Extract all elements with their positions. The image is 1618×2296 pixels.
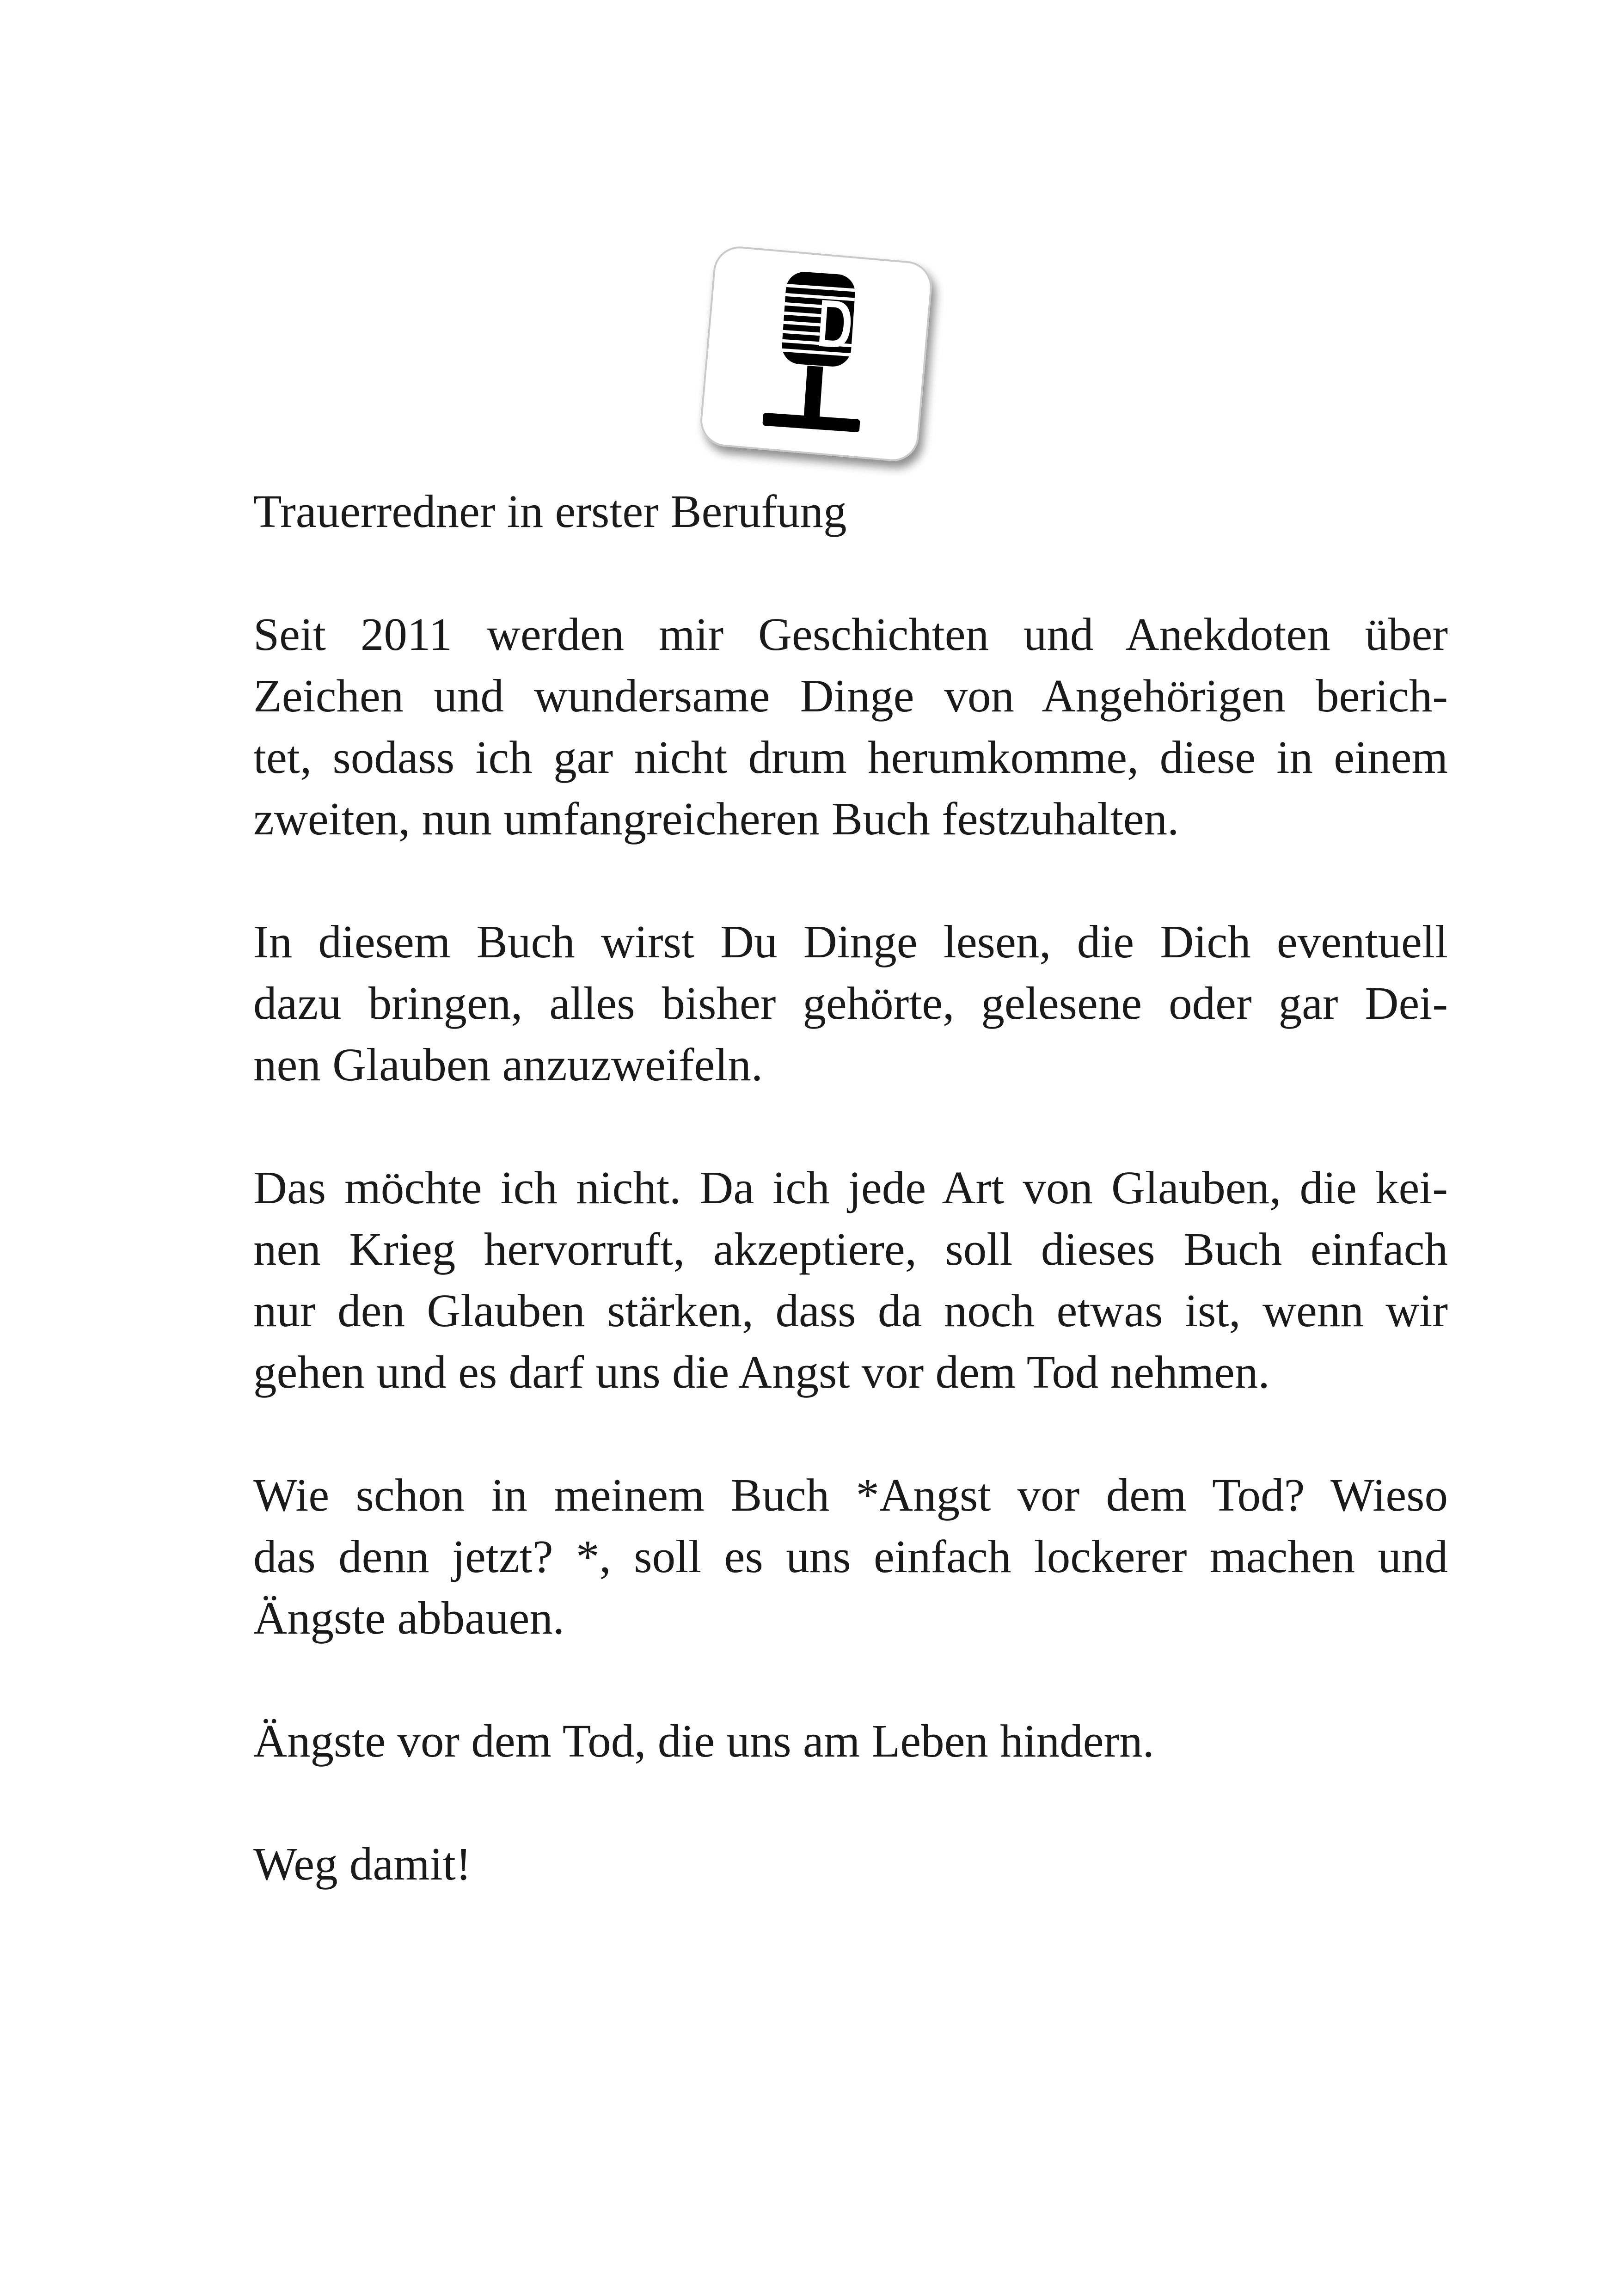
text-line: nen Glauben anzuzweifeln. bbox=[253, 1039, 763, 1090]
text-line: nen Krieg hervorruft, akzeptiere, soll dieses Buch einfach bbox=[253, 1223, 1448, 1275]
text-line: Das möchte ich nicht. Da ich jede Art von Glauben, die kei- bbox=[253, 1162, 1448, 1213]
paragraph-1 bbox=[253, 604, 1448, 850]
text-line: Seit 2011 werden mir Geschichten und Anekdoten über bbox=[253, 608, 1448, 660]
text-line: zweiten, nun umfangreicheren Buch festzuhalten. bbox=[253, 793, 1179, 845]
text-line: nur den Glauben stärken, dass da noch etwas ist, wenn wir bbox=[253, 1285, 1448, 1336]
text-line: dazu bringen, alles bisher gehörte, gelesene oder gar Dei- bbox=[253, 977, 1448, 1029]
logo bbox=[680, 245, 948, 476]
text-line: Weg damit! bbox=[253, 1838, 472, 1890]
text-line: Ängste abbauen. bbox=[253, 1592, 565, 1644]
text-line: gehen und es darf uns die Angst vor dem Tod nehmen. bbox=[253, 1346, 1270, 1398]
paragraph-6 bbox=[253, 1833, 1448, 1895]
paragraph-3 bbox=[253, 1157, 1448, 1403]
text-line: tet, sodass ich gar nicht drum herumkomme, diese in einem bbox=[253, 731, 1448, 783]
text-line: Wie schon in meinem Buch *Angst vor dem Tod? Wieso bbox=[253, 1469, 1448, 1521]
paragraph-4 bbox=[253, 1464, 1448, 1649]
text-line: In diesem Buch wirst Du Dinge lesen, die Dich eventuell bbox=[253, 916, 1448, 967]
main-text bbox=[253, 481, 1448, 1956]
text-line: Zeichen und wundersame Dinge von Angehörigen berich- bbox=[253, 670, 1448, 722]
heading: Trauerredner in erster Berufung bbox=[253, 485, 847, 537]
text-line: das denn jetzt? *, soll es uns einfach lockerer machen und bbox=[253, 1531, 1448, 1582]
text-line: Ängste vor dem Tod, die uns am Leben hindern. bbox=[253, 1715, 1154, 1767]
paragraph-2 bbox=[253, 911, 1448, 1096]
paragraph-5 bbox=[253, 1710, 1448, 1772]
microphone-logo-icon bbox=[680, 245, 948, 476]
